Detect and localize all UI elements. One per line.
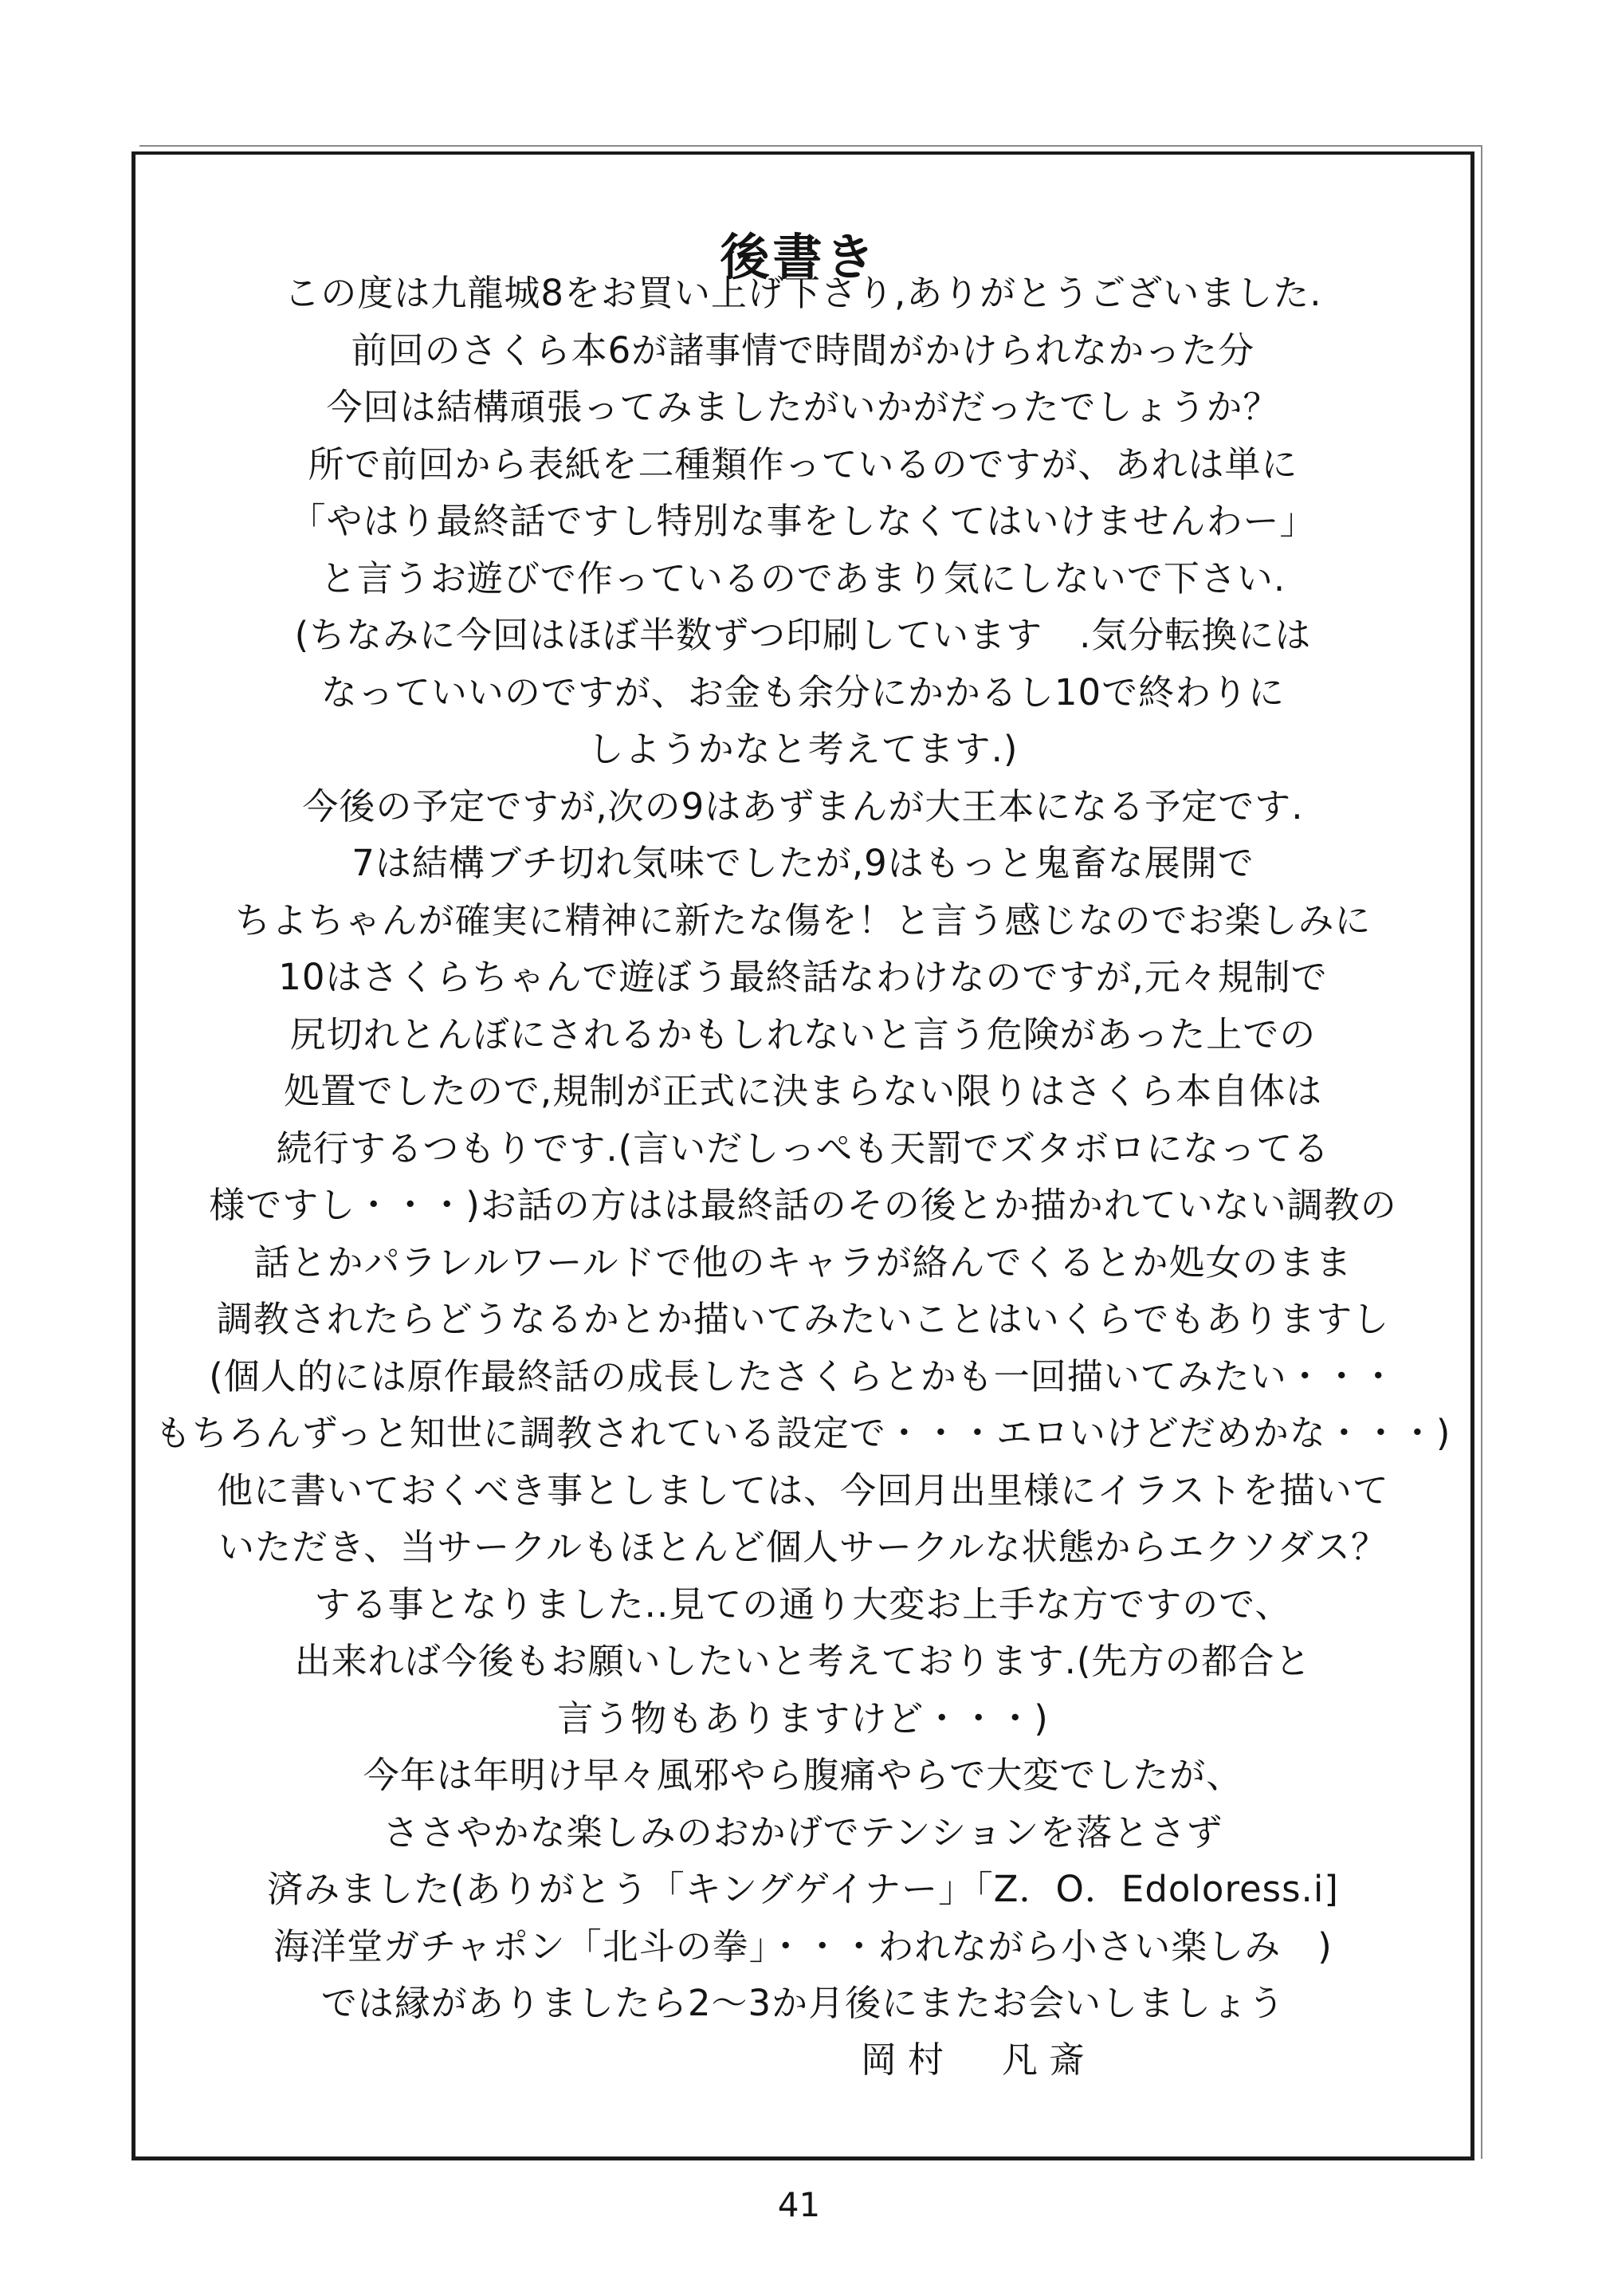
text-line: ささやかな楽しみのおかげでテンションを落とさず — [383, 1810, 1223, 1854]
text-line: (ちなみに今回はほぼ半数ずつ印刷しています .気分転換には — [294, 614, 1312, 656]
text-line: 済みました(ありがとう「キングゲイナー」「Z．O．Edoloress.i] — [267, 1868, 1339, 1910]
text-line: この度は九龍城8をお買い上げ下さり,ありがとうございました. — [284, 272, 1322, 314]
text-line: しようかなと考えてます.) — [587, 728, 1019, 770]
text-line: ちよちゃんが確実に精神に新たな傷を！と言う感じなのでお楽しみに — [234, 898, 1372, 942]
text-line: いただき、当サークルもほとんど個人サークルな状態からエクソダス？ — [218, 1526, 1388, 1568]
text-line: 海洋堂ガチャポン「北斗の拳」・・・われながら小さい楽しみ ) — [273, 1924, 1333, 1968]
text-line: 他に書いておくべき事としましては、今回月出里様にイラストを描いて — [217, 1468, 1389, 1512]
afterword-title: 後書き — [720, 227, 878, 286]
text-line: 前回のさくら本6が諸事情で時間がかけられなかった分 — [351, 328, 1255, 372]
text-line: 今後の予定ですが,次の9はあずまんが大王本になる予定です. — [302, 784, 1304, 828]
text-line: もちろんずっと知世に調教されている設定で・・・エロいけどだめかな・・・) — [155, 1412, 1451, 1454]
text-line: 話とかパラレルワールドで他のキャラが絡んでくるとか処女のまま — [253, 1240, 1353, 1284]
text-line: 所で前回から表紙を二種類作っているのですが、あれは単に — [308, 442, 1298, 486]
text-line: 続行するつもりです.(言いだしっぺも天罰でズタボロになってる — [276, 1126, 1330, 1170]
text-line: 出来れば今後もお願いしたいと考えております.(先方の都合と — [294, 1640, 1312, 1682]
text-line: 様ですし・・・)お話の方はは最終話のその後とか描かれていない調教の — [209, 1184, 1397, 1226]
page-number: 41 — [777, 2185, 821, 2224]
text-line: 尻切れとんぼにされるかもしれないと言う危険があった上での — [289, 1012, 1317, 1056]
text-line: なっていいのですが、お金も余分にかかるし10で終わりに — [320, 670, 1286, 714]
text-line: 7は結構ブチ切れ気味でしたが,9はもっと鬼畜な展開で — [351, 842, 1254, 884]
text-line: する事となりました..見ての通り大変お上手な方ですので、 — [314, 1582, 1292, 1626]
text-line: 言う物もありますけど・・・) — [557, 1696, 1049, 1740]
text-line: と言うお遊びで作っているのであまり気にしないで下さい. — [320, 556, 1286, 600]
text-line: では縁がありましたら2～3か月後にまたお会いしましょう — [320, 1982, 1286, 2024]
author-signature: 岡村 凡斎 — [861, 2038, 1097, 2081]
text-line: 処置でしたので,規制が正式に決まらない限りはさくら本自体は — [283, 1070, 1323, 1112]
text-line: 調教されたらどうなるかとか描いてみたいことはいくらでもありますし — [216, 1298, 1390, 1340]
text-line: 今年は年明け早々風邪やら腹痛やらで大変でしたが、 — [363, 1754, 1243, 1796]
afterword-body — [132, 265, 1474, 2032]
text-line: 10はさくらちゃんで遊ぼう最終話なわけなのですが,元々規制で — [278, 956, 1328, 998]
text-line: 「やはり最終話ですし特別な事をしなくてはいけませんわー」 — [289, 500, 1317, 542]
text-line: (個人的には原作最終話の成長したさくらとかも一回描いてみたい・・・ — [209, 1354, 1397, 1398]
text-line: 今回は結構頑張ってみましたがいかがだったでしょうか？ — [326, 386, 1280, 428]
